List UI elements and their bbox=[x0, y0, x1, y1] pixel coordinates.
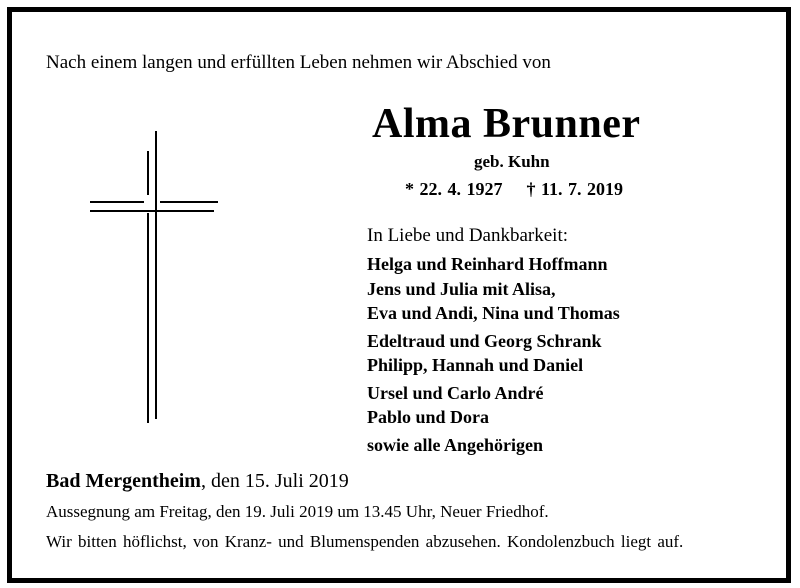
life-dates bbox=[405, 179, 623, 200]
mourners-list bbox=[367, 252, 620, 460]
mourner-group bbox=[367, 252, 620, 326]
mourner-name: Eva und Andi, Nina und Thomas bbox=[367, 303, 620, 323]
mourner-name: Jens und Julia mit Alisa, bbox=[367, 278, 556, 299]
death-date: † 11. 7. 2019 bbox=[526, 179, 624, 199]
birth-date: * 22. 4. 1927 bbox=[405, 179, 503, 199]
notice-date: , den 15. Juli 2019 bbox=[200, 470, 349, 492]
mourner-name: Edeltraud und Georg Schrank bbox=[367, 330, 602, 351]
mourner-name: Ursel und Carlo André bbox=[367, 382, 544, 403]
cross-icon bbox=[86, 127, 218, 427]
donation-request: Wir bitten höflichst, von Kranz- und Blumenspenden abzusehen. Kondolenzbuch liegt auf. bbox=[46, 532, 684, 551]
place-name: Bad Mergentheim bbox=[46, 470, 201, 492]
obituary-notice bbox=[7, 7, 791, 583]
mourner-group bbox=[367, 329, 620, 378]
mourner-name: sowie alle Angehörigen bbox=[367, 434, 543, 455]
mourner-group bbox=[367, 433, 620, 458]
mourner-name: Philipp, Hannah und Daniel bbox=[367, 355, 584, 375]
deceased-name: Alma Brunner bbox=[372, 101, 641, 147]
maiden-name: geb. Kuhn bbox=[474, 152, 550, 171]
mourner-name: Pablo und Dora bbox=[367, 407, 490, 427]
mourner-name: Helga und Reinhard Hoffmann bbox=[367, 254, 608, 274]
dedication-line: In Liebe und Dankbarkeit: bbox=[367, 225, 569, 246]
funeral-info: Aussegnung am Freitag, den 19. Juli 2019 um 13.45 Uhr, Neuer Friedhof. bbox=[46, 502, 549, 521]
mourner-group bbox=[367, 381, 620, 430]
place-and-date bbox=[46, 470, 349, 493]
intro-text: Nach einem langen und erfüllten Leben nehmen wir Abschied von bbox=[46, 52, 551, 73]
